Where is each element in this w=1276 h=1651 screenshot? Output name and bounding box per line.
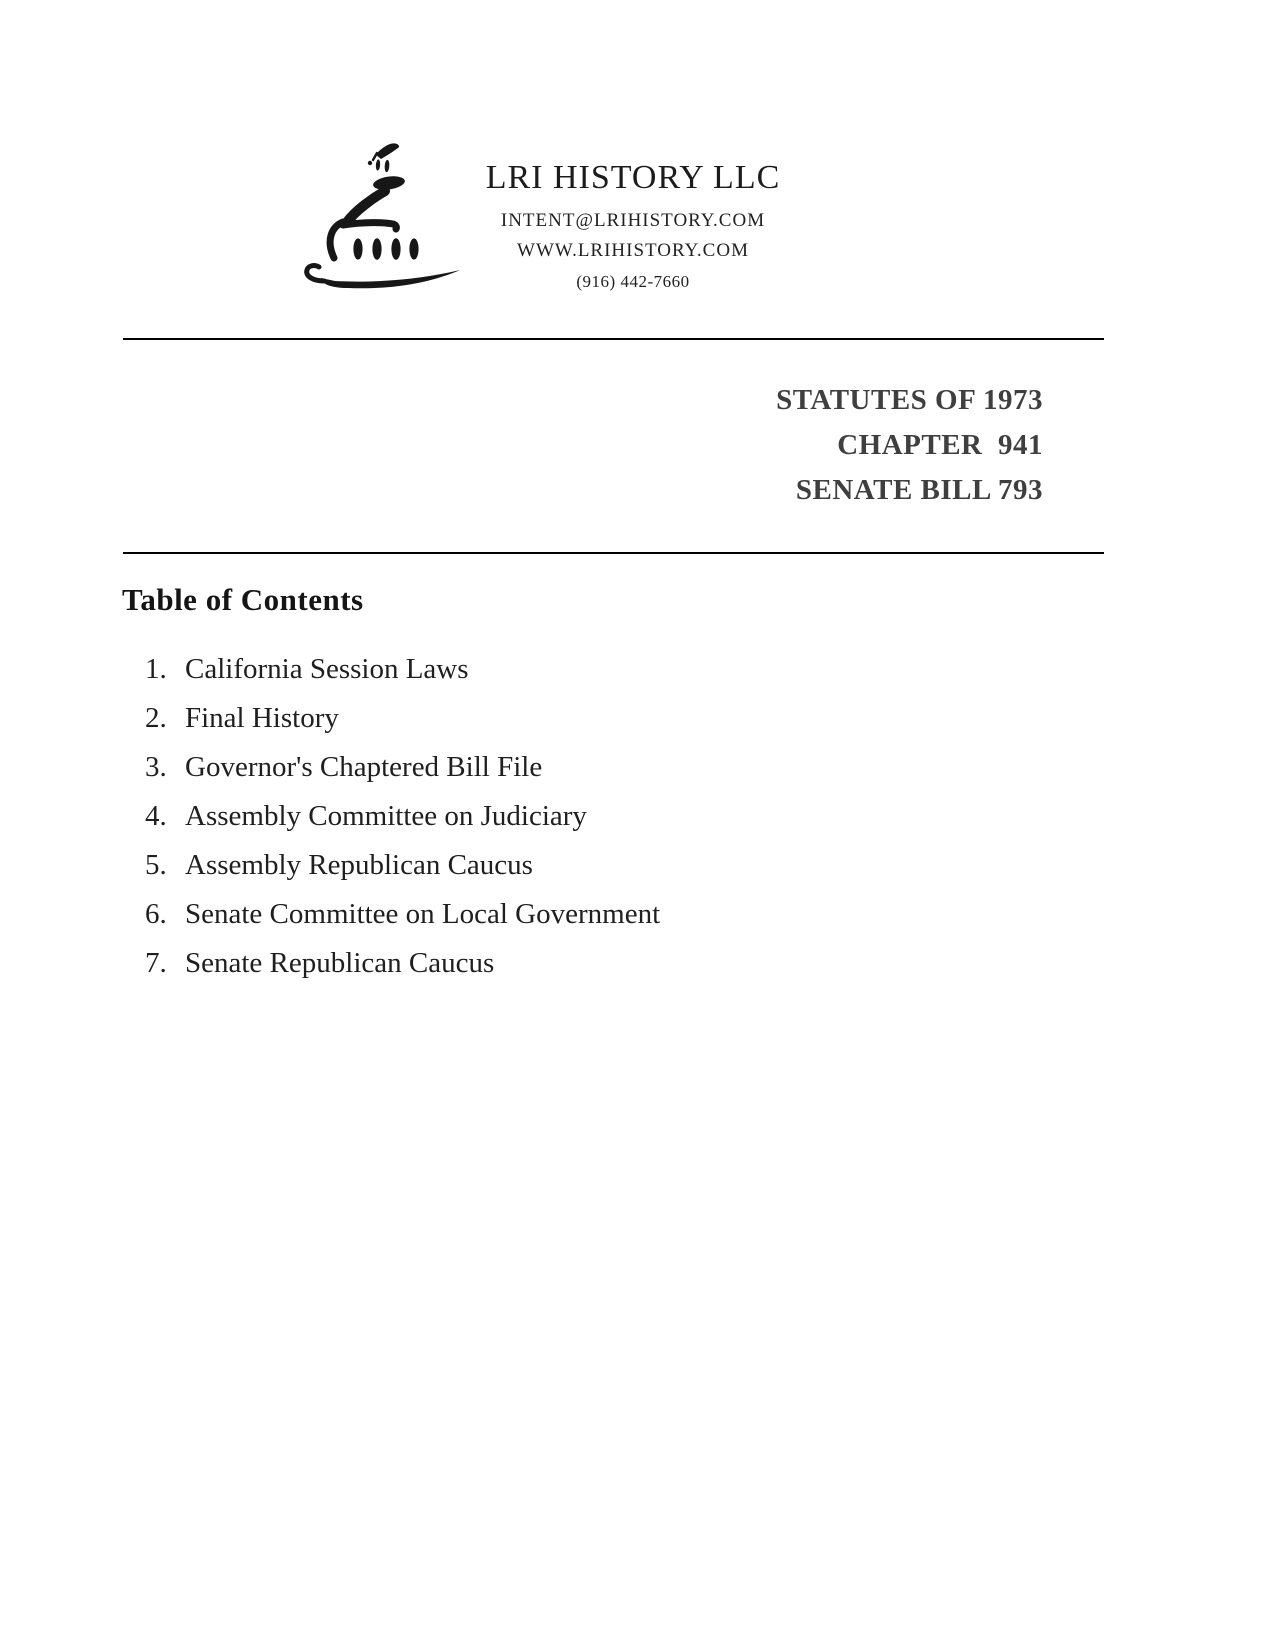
company-email: INTENT@LRIHISTORY.COM [500,210,766,231]
toc-item [123,645,660,694]
company-name: LRI HISTORY LLC [485,159,781,196]
toc-item [123,694,660,743]
capitol-dome-icon [293,138,471,296]
statutes-line: STATUTES OF 1973 [776,384,1043,416]
toc-item [123,743,660,792]
toc-item-label: Senate Committee on Local Government [185,898,661,930]
toc-item-label: Assembly Committee on Judiciary [185,800,587,832]
toc-item-label: Senate Republican Caucus [185,947,495,979]
chapter-line: CHAPTER 941 [837,429,1043,461]
company-phone: (916) 442-7660 [576,272,690,291]
toc-item-number: 1. [145,653,167,685]
toc-item-number: 7. [145,947,167,979]
divider-top [123,338,1104,340]
toc-item [123,890,660,939]
toc-item-label: California Session Laws [185,653,469,685]
senate-bill-line: SENATE BILL 793 [795,474,1043,506]
case-header [776,378,1043,513]
capitol-logo [293,138,471,296]
toc-list [123,645,660,988]
toc-item-number: 5. [145,849,167,881]
toc-item-number: 6. [145,898,167,930]
toc-item-label: Governor's Chaptered Bill File [185,751,543,783]
toc-item [123,792,660,841]
toc-item-number: 3. [145,751,167,783]
divider-middle [123,552,1104,554]
toc-item-label: Final History [185,702,339,734]
toc-heading: Table of Contents [122,582,364,617]
letterhead-block [450,156,816,295]
toc-item [123,939,660,988]
company-website: WWW.LRIHISTORY.COM [517,240,749,261]
toc-item-number: 4. [145,800,167,832]
toc-item [123,841,660,890]
toc-item-label: Assembly Republican Caucus [185,849,533,881]
toc-item-number: 2. [145,702,167,734]
